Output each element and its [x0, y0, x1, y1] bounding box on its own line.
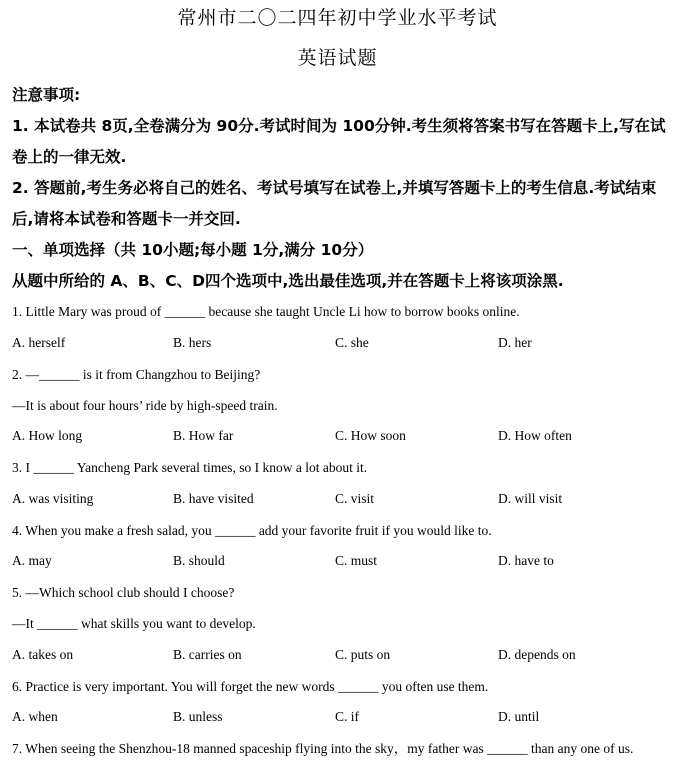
option-b: B. should [173, 553, 225, 568]
option-d: D. her [498, 335, 532, 350]
exam-subtitle: 英语试题 [297, 47, 378, 69]
option-d: D. How often [498, 428, 572, 443]
question-2-response: —It is about four hours’ ride by high-speed train. [12, 398, 278, 413]
option-b: B. carries on [173, 647, 242, 662]
question-5-response: —It ______ what skills you want to develop. [12, 616, 256, 631]
note-1-cont: 卷上的一律无效. [12, 148, 127, 166]
question-4-stem: 4. When you make a fresh salad, you ______ add your favorite fruit if you would like to. [12, 523, 492, 538]
option-d: D. until [498, 709, 540, 724]
question-3-options [12, 491, 672, 509]
question-7-stem: 7. When seeing the Shenzhou-18 manned spaceship flying into the sky，my father was ______ than any one of us. [12, 741, 634, 756]
option-b: B. hers [173, 335, 212, 350]
option-c: C. she [335, 335, 369, 350]
question-6-stem: 6. Practice is very important. You will forget the new words ______ you often use them. [12, 679, 489, 694]
question-6-options [12, 709, 672, 727]
question-1-stem: 1. Little Mary was proud of ______ because she taught Uncle Li how to borrow books online. [12, 304, 520, 319]
note-1: 1. 本试卷共 8页,全卷满分为 90分.考试时间为 100分钟.考生须将答案书写在答题卡上,写在试 [12, 117, 666, 135]
option-d: D. will visit [498, 491, 563, 506]
option-c: C. How soon [335, 428, 406, 443]
option-b: B. How far [173, 428, 234, 443]
option-c: C. must [335, 553, 378, 568]
option-c: C. visit [335, 491, 375, 506]
question-2-options [12, 428, 672, 446]
notes-heading: 注意事项: [12, 86, 81, 104]
option-a: A. was visiting [12, 491, 94, 506]
question-3-stem: 3. I ______ Yancheng Park several times, so I know a lot about it. [12, 460, 368, 475]
question-5-options [12, 647, 672, 665]
option-d: D. depends on [498, 647, 576, 662]
option-b: B. have visited [173, 491, 254, 506]
section-title: 一、单项选择（共 10小题;每小题 1分,满分 10分） [12, 241, 374, 259]
question-1-options [12, 335, 672, 353]
question-4-options [12, 553, 672, 571]
option-a: A. How long [12, 428, 83, 443]
option-a: A. herself [12, 335, 66, 350]
option-c: C. if [335, 709, 360, 724]
option-b: B. unless [173, 709, 223, 724]
option-d: D. have to [498, 553, 554, 568]
note-2-cont: 后,请将本试卷和答题卡一并交回. [12, 210, 241, 228]
note-2: 2. 答题前,考生务必将自己的姓名、考试号填写在试卷上,并填写答题卡上的考生信息.考试结束 [12, 179, 657, 197]
question-2-stem: 2. —______ is it from Changzhou to Beijing? [12, 367, 261, 382]
option-a: A. takes on [12, 647, 74, 662]
option-a: A. may [12, 553, 52, 568]
question-5-stem: 5. —Which school club should I choose? [12, 585, 235, 600]
option-a: A. when [12, 709, 58, 724]
exam-title: 常州市二〇二四年初中学业水平考试 [177, 7, 498, 29]
option-c: C. puts on [335, 647, 391, 662]
section-instruction: 从题中所给的 A、B、C、D四个选项中,选出最佳选项,并在答题卡上将该项涂黑. [12, 272, 564, 290]
